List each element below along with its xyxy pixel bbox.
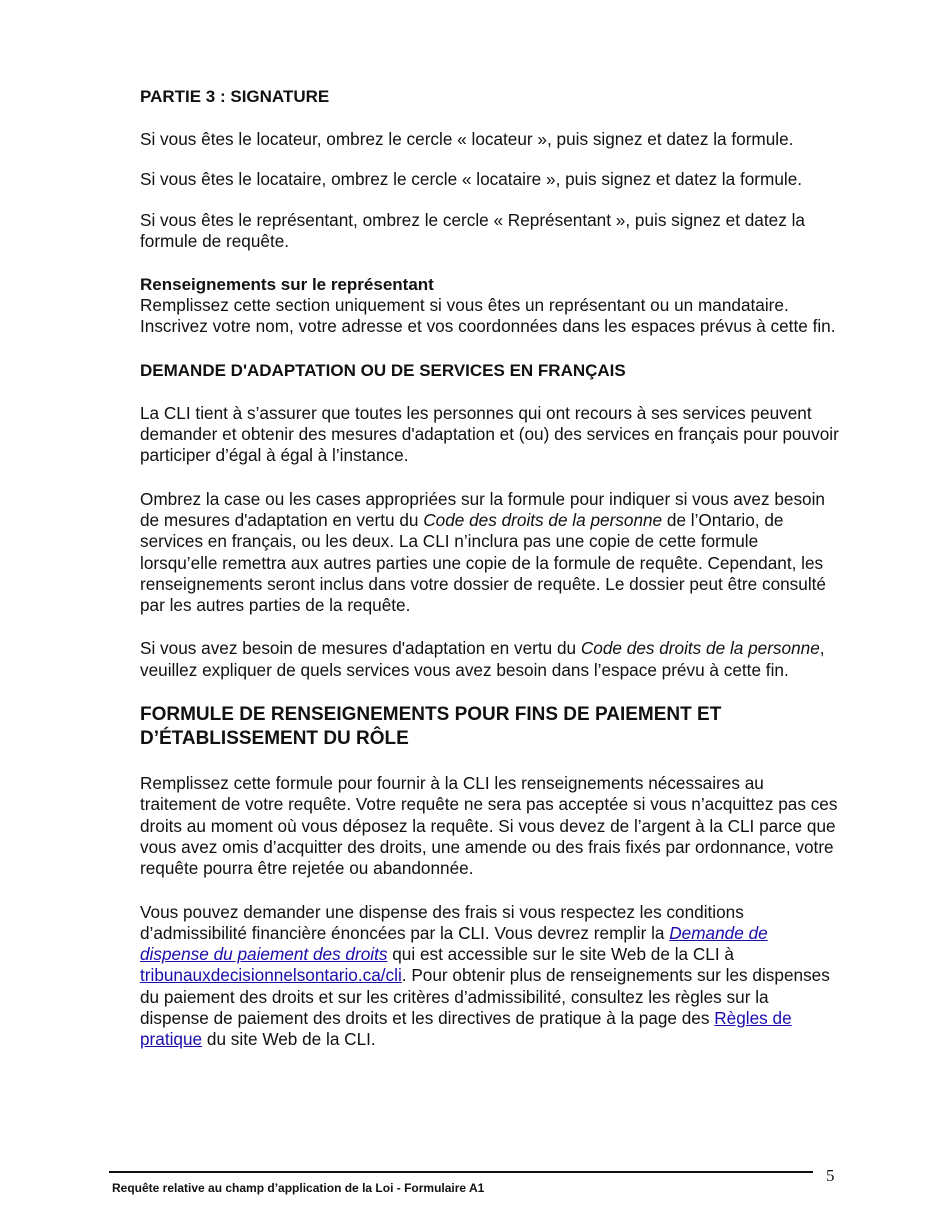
footer-title: Requête relative au champ d’application de la Loi - Formulaire A1	[112, 1181, 485, 1195]
section-heading-paiement: FORMULE DE RENSEIGNEMENTS POUR FINS DE PAIEMENT ET D’ÉTABLISSEMENT DU RÔLE	[140, 704, 722, 750]
section-heading-signature: PARTIE 3 : SIGNATURE	[140, 87, 330, 106]
link-regles-pratique[interactable]: Règles de pratique	[140, 1008, 792, 1050]
paragraph-paiement-intro: Remplissez cette formule pour fournir à la CLI les renseignements nécessaires au traitement de votre requête. Votre requête ne sera pas acceptée si vous n’acquittez pas ces droits au moment où vous déposez la requête. Si vous devez de l’argent à la CLI parce que vous avez omis d’acquitter des droits, une amende ou des frais fixés par ordonnance, votre requête pourra être rejetée ou abandonnée.	[140, 773, 838, 879]
page-number: 5	[826, 1166, 835, 1185]
section-heading-representant: Renseignements sur le représentant	[140, 275, 434, 295]
footer-divider	[109, 1171, 813, 1173]
paragraph-representant-info: Remplissez cette section uniquement si vous êtes un représentant ou un mandataire. Inscrivez votre nom, votre adresse et vos coordonnées dans les espaces prévus à cette fin.	[140, 295, 836, 337]
paragraph-locateur: Si vous êtes le locateur, ombrez le cercle « locateur », puis signez et datez la formule.	[140, 129, 794, 149]
paragraph-adaptation-instructions: Ombrez la case ou les cases appropriées sur la formule pour indiquer si vous avez besoin de mesures d'adaptation en vertu du Code des droits de la personne de l’Ontario, de services en français, ou les deux. La CLI n’inclura pas une copie de cette formule lorsqu’elle remettra aux autres parties une copie de la formule de requête. Cependant, les renseignements seront inclus dans votre dossier de requête. Le dossier peut être consulté par les autres parties de la requête.	[140, 488, 826, 616]
paragraph-dispense: Vous pouvez demander une dispense des frais si vous respectez les conditions d’admissibilité financière énoncées par la CLI. Vous devrez remplir la Demande de dispense du paiement des droits qui est accessible sur le site Web de la CLI à tribunauxdecisionnelsontario.ca/cli. Pour obtenir plus de renseignements sur les dispenses du paiement des droits et sur les critères d’admissibilité, consultez les règles sur la dispense de paiement des droits et les directives de pratique à la page des Règles de pratique du site Web de la CLI.	[140, 901, 830, 1050]
link-site-cli[interactable]: tribunauxdecisionnelsontario.ca/cli	[140, 965, 402, 986]
section-heading-adaptation: DEMANDE D'ADAPTATION OU DE SERVICES EN FRANÇAIS	[140, 360, 626, 380]
paragraph-adaptation-explain: Si vous avez besoin de mesures d'adaptation en vertu du Code des droits de la personne, veuillez expliquer de quels services vous avez besoin dans l’espace prévu à cette fin.	[140, 638, 825, 680]
paragraph-adaptation-intro: La CLI tient à s’assurer que toutes les personnes qui ont recours à ses services peuvent demander et obtenir des mesures d'adaptation et (ou) des services en français pour pouvoir participer d’égal à égal à l’instance.	[140, 402, 839, 466]
paragraph-locataire: Si vous êtes le locataire, ombrez le cercle « locataire », puis signez et datez la formule.	[140, 169, 803, 190]
link-demande-dispense[interactable]: Demande de dispense du paiement des droits	[140, 922, 768, 965]
paragraph-representant: Si vous êtes le représentant, ombrez le cercle « Représentant », puis signez et datez la formule de requête.	[140, 209, 805, 251]
document-body	[140, 86, 840, 1051]
